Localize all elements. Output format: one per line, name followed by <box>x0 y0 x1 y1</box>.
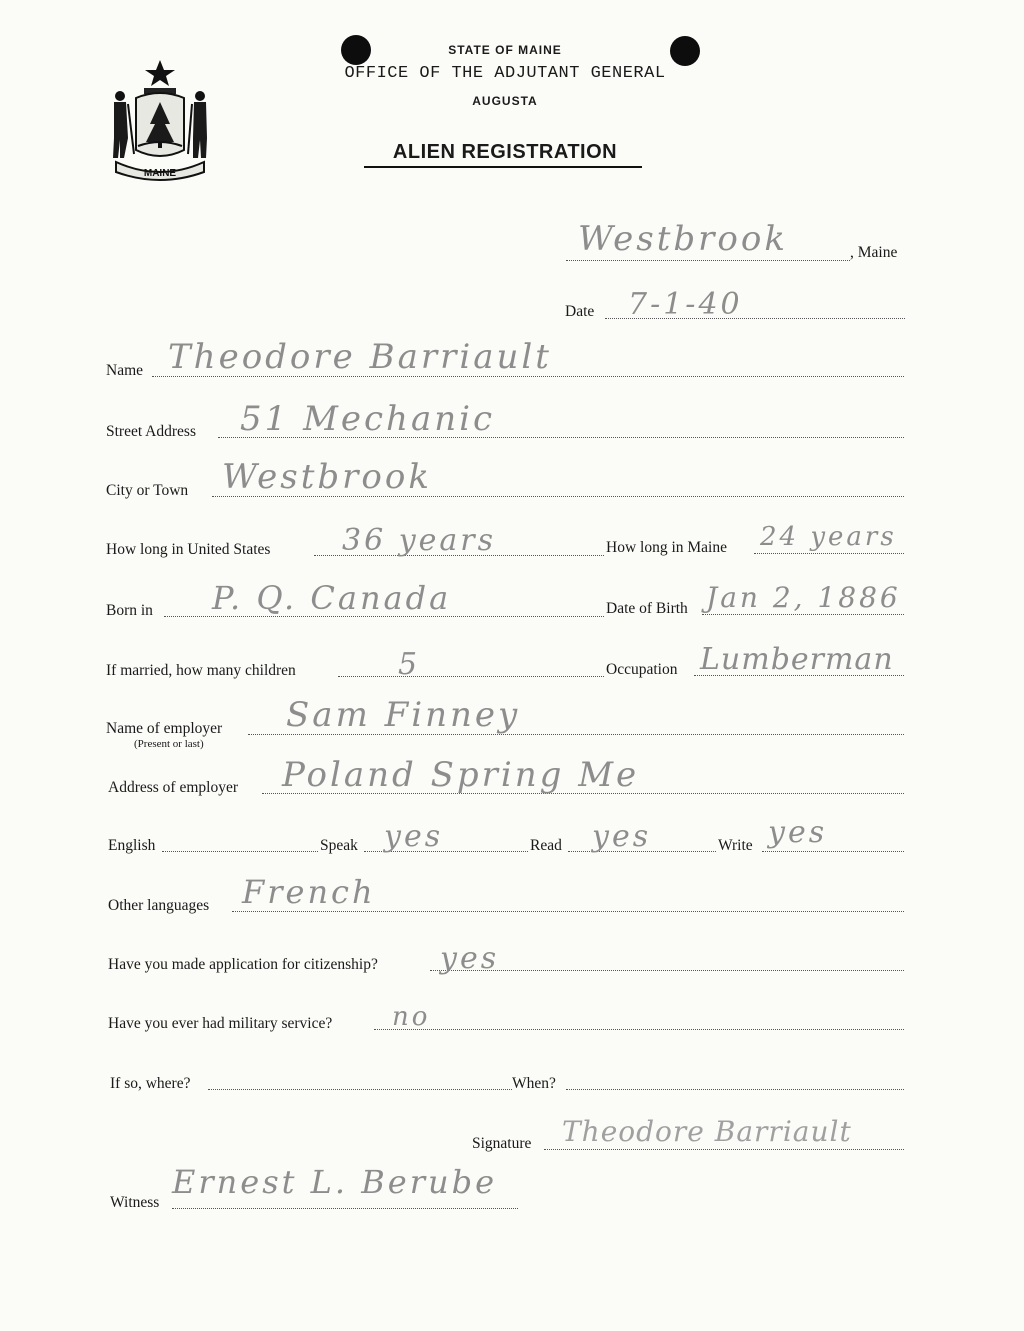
read-value: yes <box>592 819 652 854</box>
us-duration-value: 36 years <box>342 523 497 558</box>
maine-seal-icon <box>108 58 212 184</box>
place-value: Westbrook <box>578 219 788 259</box>
military-label: Have you ever had military service? <box>108 1015 333 1032</box>
where-label: If so, where? <box>110 1075 191 1092</box>
form-title: ALIEN REGISTRATION <box>392 141 618 163</box>
write-line <box>762 851 904 852</box>
header-city: AUGUSTA <box>472 94 538 108</box>
seal-label: MAINE <box>143 168 177 179</box>
maine-duration-value: 24 years <box>760 522 897 552</box>
maine-duration-label: How long in Maine <box>606 539 727 556</box>
children-label: If married, how many children <box>106 662 296 679</box>
signature-label: Signature <box>472 1135 532 1152</box>
speak-value: yes <box>384 819 444 854</box>
place-suffix-label: , Maine <box>850 244 898 261</box>
us-duration-label: How long in United States <box>106 541 271 558</box>
employer-address-value: Poland Spring Me <box>282 755 640 795</box>
other-languages-value: French <box>242 873 376 911</box>
citizenship-label: Have you made application for citizenship? <box>108 956 378 973</box>
dob-line <box>702 614 904 615</box>
when-line <box>566 1089 904 1090</box>
speak-label: Speak <box>320 837 358 854</box>
write-label: Write <box>718 837 753 854</box>
name-value: Theodore Barriault <box>168 337 552 377</box>
header-state: STATE OF MAINE <box>448 43 562 57</box>
born-in-value: P. Q. Canada <box>212 579 452 617</box>
write-value: yes <box>768 815 828 850</box>
occupation-label: Occupation <box>606 661 678 678</box>
dob-value: Jan 2, 1886 <box>706 581 901 614</box>
date-label: Date <box>565 303 595 320</box>
city-value: Westbrook <box>222 457 432 497</box>
military-line <box>374 1029 904 1030</box>
other-languages-label: Other languages <box>108 897 210 914</box>
city-label: City or Town <box>106 482 189 499</box>
witness-value: Ernest L. Berube <box>172 1163 498 1201</box>
read-label: Read <box>530 837 562 854</box>
when-label: When? <box>512 1075 556 1092</box>
children-value: 5 <box>398 647 421 682</box>
occupation-value: Lumberman <box>700 642 894 677</box>
where-line <box>208 1089 512 1090</box>
dob-label: Date of Birth <box>606 600 688 617</box>
employer-address-label: Address of employer <box>108 779 238 796</box>
maine-duration-line <box>754 553 904 554</box>
form-title-underline <box>364 166 642 168</box>
citizenship-value: yes <box>440 941 500 976</box>
employer-value: Sam Finney <box>286 695 521 735</box>
other-languages-line <box>232 911 904 912</box>
place-line <box>566 260 850 261</box>
witness-line <box>172 1208 518 1209</box>
employer-label: Name of employer <box>106 720 223 737</box>
english-line <box>162 851 318 852</box>
signature-line <box>544 1149 904 1150</box>
employer-note: (Present or last) <box>134 738 204 750</box>
name-label: Name <box>106 362 144 379</box>
header-office: OFFICE OF THE ADJUTANT GENERAL <box>344 64 666 83</box>
witness-label: Witness <box>110 1194 160 1211</box>
english-label: English <box>108 837 156 854</box>
street-value: 51 Mechanic <box>240 399 496 439</box>
street-label: Street Address <box>106 423 196 440</box>
signature-value: Theodore Barriault <box>562 1115 852 1148</box>
date-value: 7-1-40 <box>628 287 743 322</box>
citizenship-line <box>430 970 904 971</box>
children-line <box>338 676 604 677</box>
military-value: no <box>392 1002 431 1032</box>
born-in-label: Born in <box>106 602 153 619</box>
